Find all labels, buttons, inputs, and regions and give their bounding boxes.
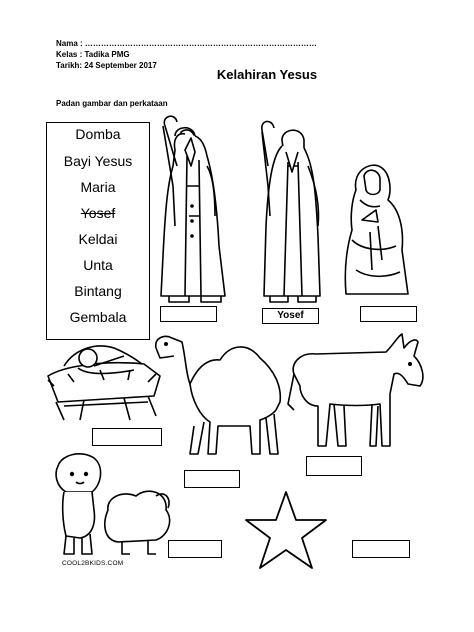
word-maria[interactable]: Maria xyxy=(80,179,116,195)
answer-box-baby-jesus[interactable] xyxy=(92,428,162,446)
answer-box-camel[interactable] xyxy=(184,470,240,488)
donkey-illustration xyxy=(286,334,426,454)
baby-jesus-illustration xyxy=(44,336,164,422)
word-unta[interactable]: Unta xyxy=(83,257,113,273)
mary-illustration xyxy=(342,160,412,302)
page-title-text: Kelahiran Yesus xyxy=(216,67,318,82)
word-yosef-crossed[interactable]: Yosef xyxy=(80,205,116,221)
word-bintang[interactable]: Bintang xyxy=(74,283,122,299)
credit-text: COOL2BKIDS.COM xyxy=(62,560,124,567)
camel-illustration xyxy=(150,330,290,460)
class-line: Kelas : Tadika PMG xyxy=(56,50,130,59)
star-illustration xyxy=(244,488,328,572)
joseph-illustration xyxy=(258,126,328,302)
date-line: Tarikh: 24 September 2017 xyxy=(56,61,157,70)
answer-box-mary[interactable] xyxy=(360,306,417,322)
instruction-text: Padan gambar dan perkataan xyxy=(56,99,168,108)
page-title xyxy=(0,67,474,82)
sheep-illustration xyxy=(52,450,172,558)
answer-box-donkey[interactable] xyxy=(306,456,362,476)
word-keldai[interactable]: Keldai xyxy=(78,231,118,247)
shepherd-illustration xyxy=(155,126,235,302)
word-gembala[interactable]: Gembala xyxy=(69,309,127,325)
answer-box-sheep[interactable] xyxy=(168,540,222,558)
answer-box-star[interactable] xyxy=(352,540,410,558)
word-domba[interactable]: Domba xyxy=(75,126,121,142)
word-bayi-yesus[interactable]: Bayi Yesus xyxy=(63,153,133,169)
answer-box-joseph[interactable]: Yosef xyxy=(262,308,319,324)
answer-box-shepherd[interactable] xyxy=(160,306,217,322)
word-bank xyxy=(46,122,150,340)
name-line[interactable]: Nama : …………………………………………………………………………… xyxy=(56,39,317,48)
